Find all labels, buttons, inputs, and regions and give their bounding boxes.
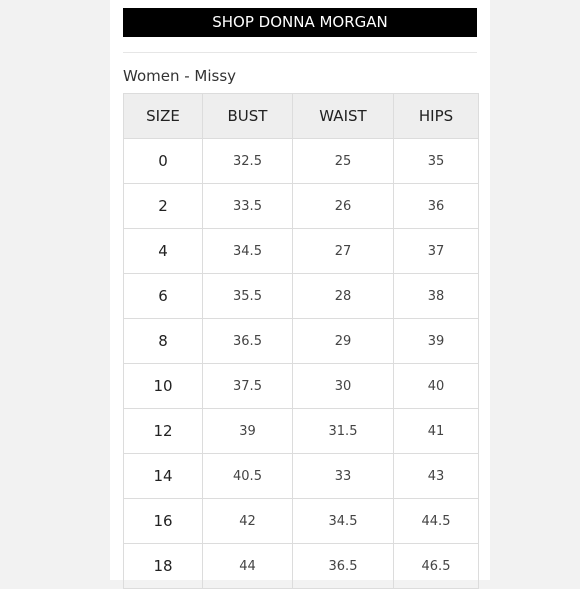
waist-cell: 29 <box>293 319 394 364</box>
bust-cell: 34.5 <box>203 229 293 274</box>
header-waist: WAIST <box>293 94 394 139</box>
bust-cell: 40.5 <box>203 454 293 499</box>
bust-cell: 44 <box>203 544 293 589</box>
size-cell: 6 <box>124 274 203 319</box>
size-chart-table <box>123 93 479 589</box>
header-size: SIZE <box>124 94 203 139</box>
hips-cell: 39 <box>394 319 479 364</box>
hips-cell: 35 <box>394 139 479 184</box>
hips-cell: 46.5 <box>394 544 479 589</box>
waist-cell: 34.5 <box>293 499 394 544</box>
bust-cell: 36.5 <box>203 319 293 364</box>
table-row <box>124 409 479 454</box>
table-row <box>124 184 479 229</box>
table-row <box>124 274 479 319</box>
hips-cell: 41 <box>394 409 479 454</box>
shop-donna-morgan-button[interactable]: SHOP DONNA MORGAN <box>123 8 477 37</box>
header-bust: BUST <box>203 94 293 139</box>
size-cell: 4 <box>124 229 203 274</box>
bust-cell: 42 <box>203 499 293 544</box>
table-row <box>124 139 479 184</box>
waist-cell: 33 <box>293 454 394 499</box>
table-row <box>124 454 479 499</box>
size-cell: 0 <box>124 139 203 184</box>
size-chart-title: Women - Missy <box>123 67 237 85</box>
hips-cell: 40 <box>394 364 479 409</box>
waist-cell: 26 <box>293 184 394 229</box>
bust-cell: 39 <box>203 409 293 454</box>
hips-cell: 36 <box>394 184 479 229</box>
bust-cell: 37.5 <box>203 364 293 409</box>
waist-cell: 31.5 <box>293 409 394 454</box>
hips-cell: 37 <box>394 229 479 274</box>
hips-cell: 38 <box>394 274 479 319</box>
waist-cell: 28 <box>293 274 394 319</box>
size-cell: 2 <box>124 184 203 229</box>
hips-cell: 43 <box>394 454 479 499</box>
size-cell: 14 <box>124 454 203 499</box>
table-row <box>124 364 479 409</box>
waist-cell: 30 <box>293 364 394 409</box>
size-cell: 8 <box>124 319 203 364</box>
size-cell: 12 <box>124 409 203 454</box>
table-row <box>124 499 479 544</box>
bust-cell: 35.5 <box>203 274 293 319</box>
hips-cell: 44.5 <box>394 499 479 544</box>
table-row <box>124 229 479 274</box>
waist-cell: 27 <box>293 229 394 274</box>
size-cell: 18 <box>124 544 203 589</box>
header-hips: HIPS <box>394 94 479 139</box>
table-row <box>124 319 479 364</box>
divider <box>123 52 477 53</box>
waist-cell: 25 <box>293 139 394 184</box>
waist-cell: 36.5 <box>293 544 394 589</box>
bust-cell: 32.5 <box>203 139 293 184</box>
size-cell: 10 <box>124 364 203 409</box>
table-header-row <box>124 94 479 139</box>
table-row <box>124 544 479 589</box>
bust-cell: 33.5 <box>203 184 293 229</box>
size-cell: 16 <box>124 499 203 544</box>
